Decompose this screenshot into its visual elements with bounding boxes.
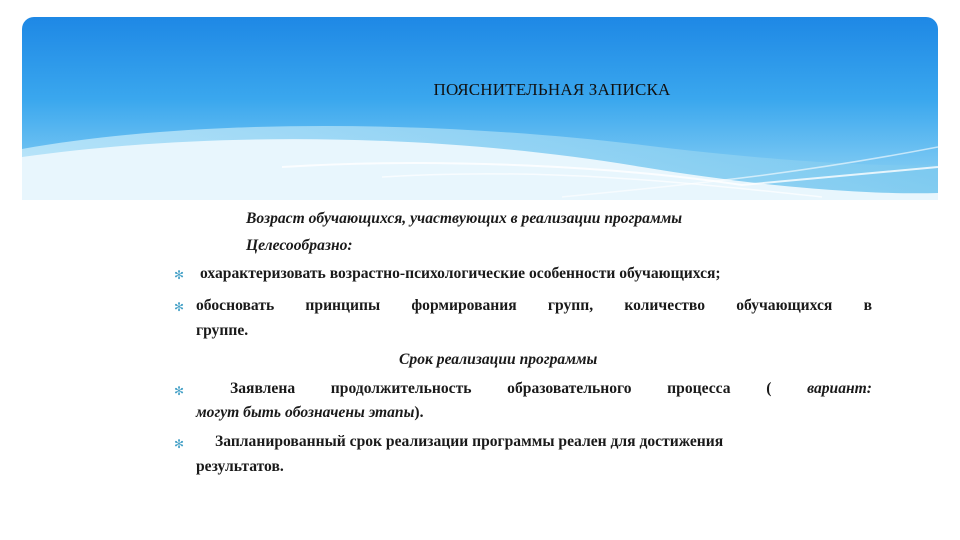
list-item: обосновать принципы формирования групп, количество обучающихся в xyxy=(196,297,872,314)
list-item: охарактеризовать возрастно-психологические особенности обучающихся; xyxy=(200,265,721,282)
list-item-continuation: результатов. xyxy=(196,458,284,475)
asterisk-bullet-icon: ✻ xyxy=(174,437,185,451)
duration-text: Заявлена продолжительность образовательного процесса ( xyxy=(230,380,772,397)
list-item-continuation: группе. xyxy=(196,322,249,339)
age-heading: Возраст обучающихся, участвующих в реализации программы xyxy=(246,210,683,227)
variant-label: вариант: xyxy=(807,380,872,397)
list-item xyxy=(230,376,872,402)
stages-note: могут быть обозначены этапы xyxy=(196,404,415,421)
expedient-heading: Целесообразно: xyxy=(246,237,353,254)
list-item-continuation xyxy=(196,400,424,426)
asterisk-bullet-icon: ✻ xyxy=(174,268,185,282)
page-title: ПОЯСНИТЕЛЬНАЯ ЗАПИСКА xyxy=(433,80,671,99)
asterisk-bullet-icon: ✻ xyxy=(174,384,185,398)
asterisk-bullet-icon: ✻ xyxy=(174,300,185,314)
list-item: Запланированный срок реализации программы реален для достижения xyxy=(215,433,724,450)
term-heading: Срок реализации программы xyxy=(399,351,598,368)
closing-paren: ). xyxy=(414,404,424,421)
